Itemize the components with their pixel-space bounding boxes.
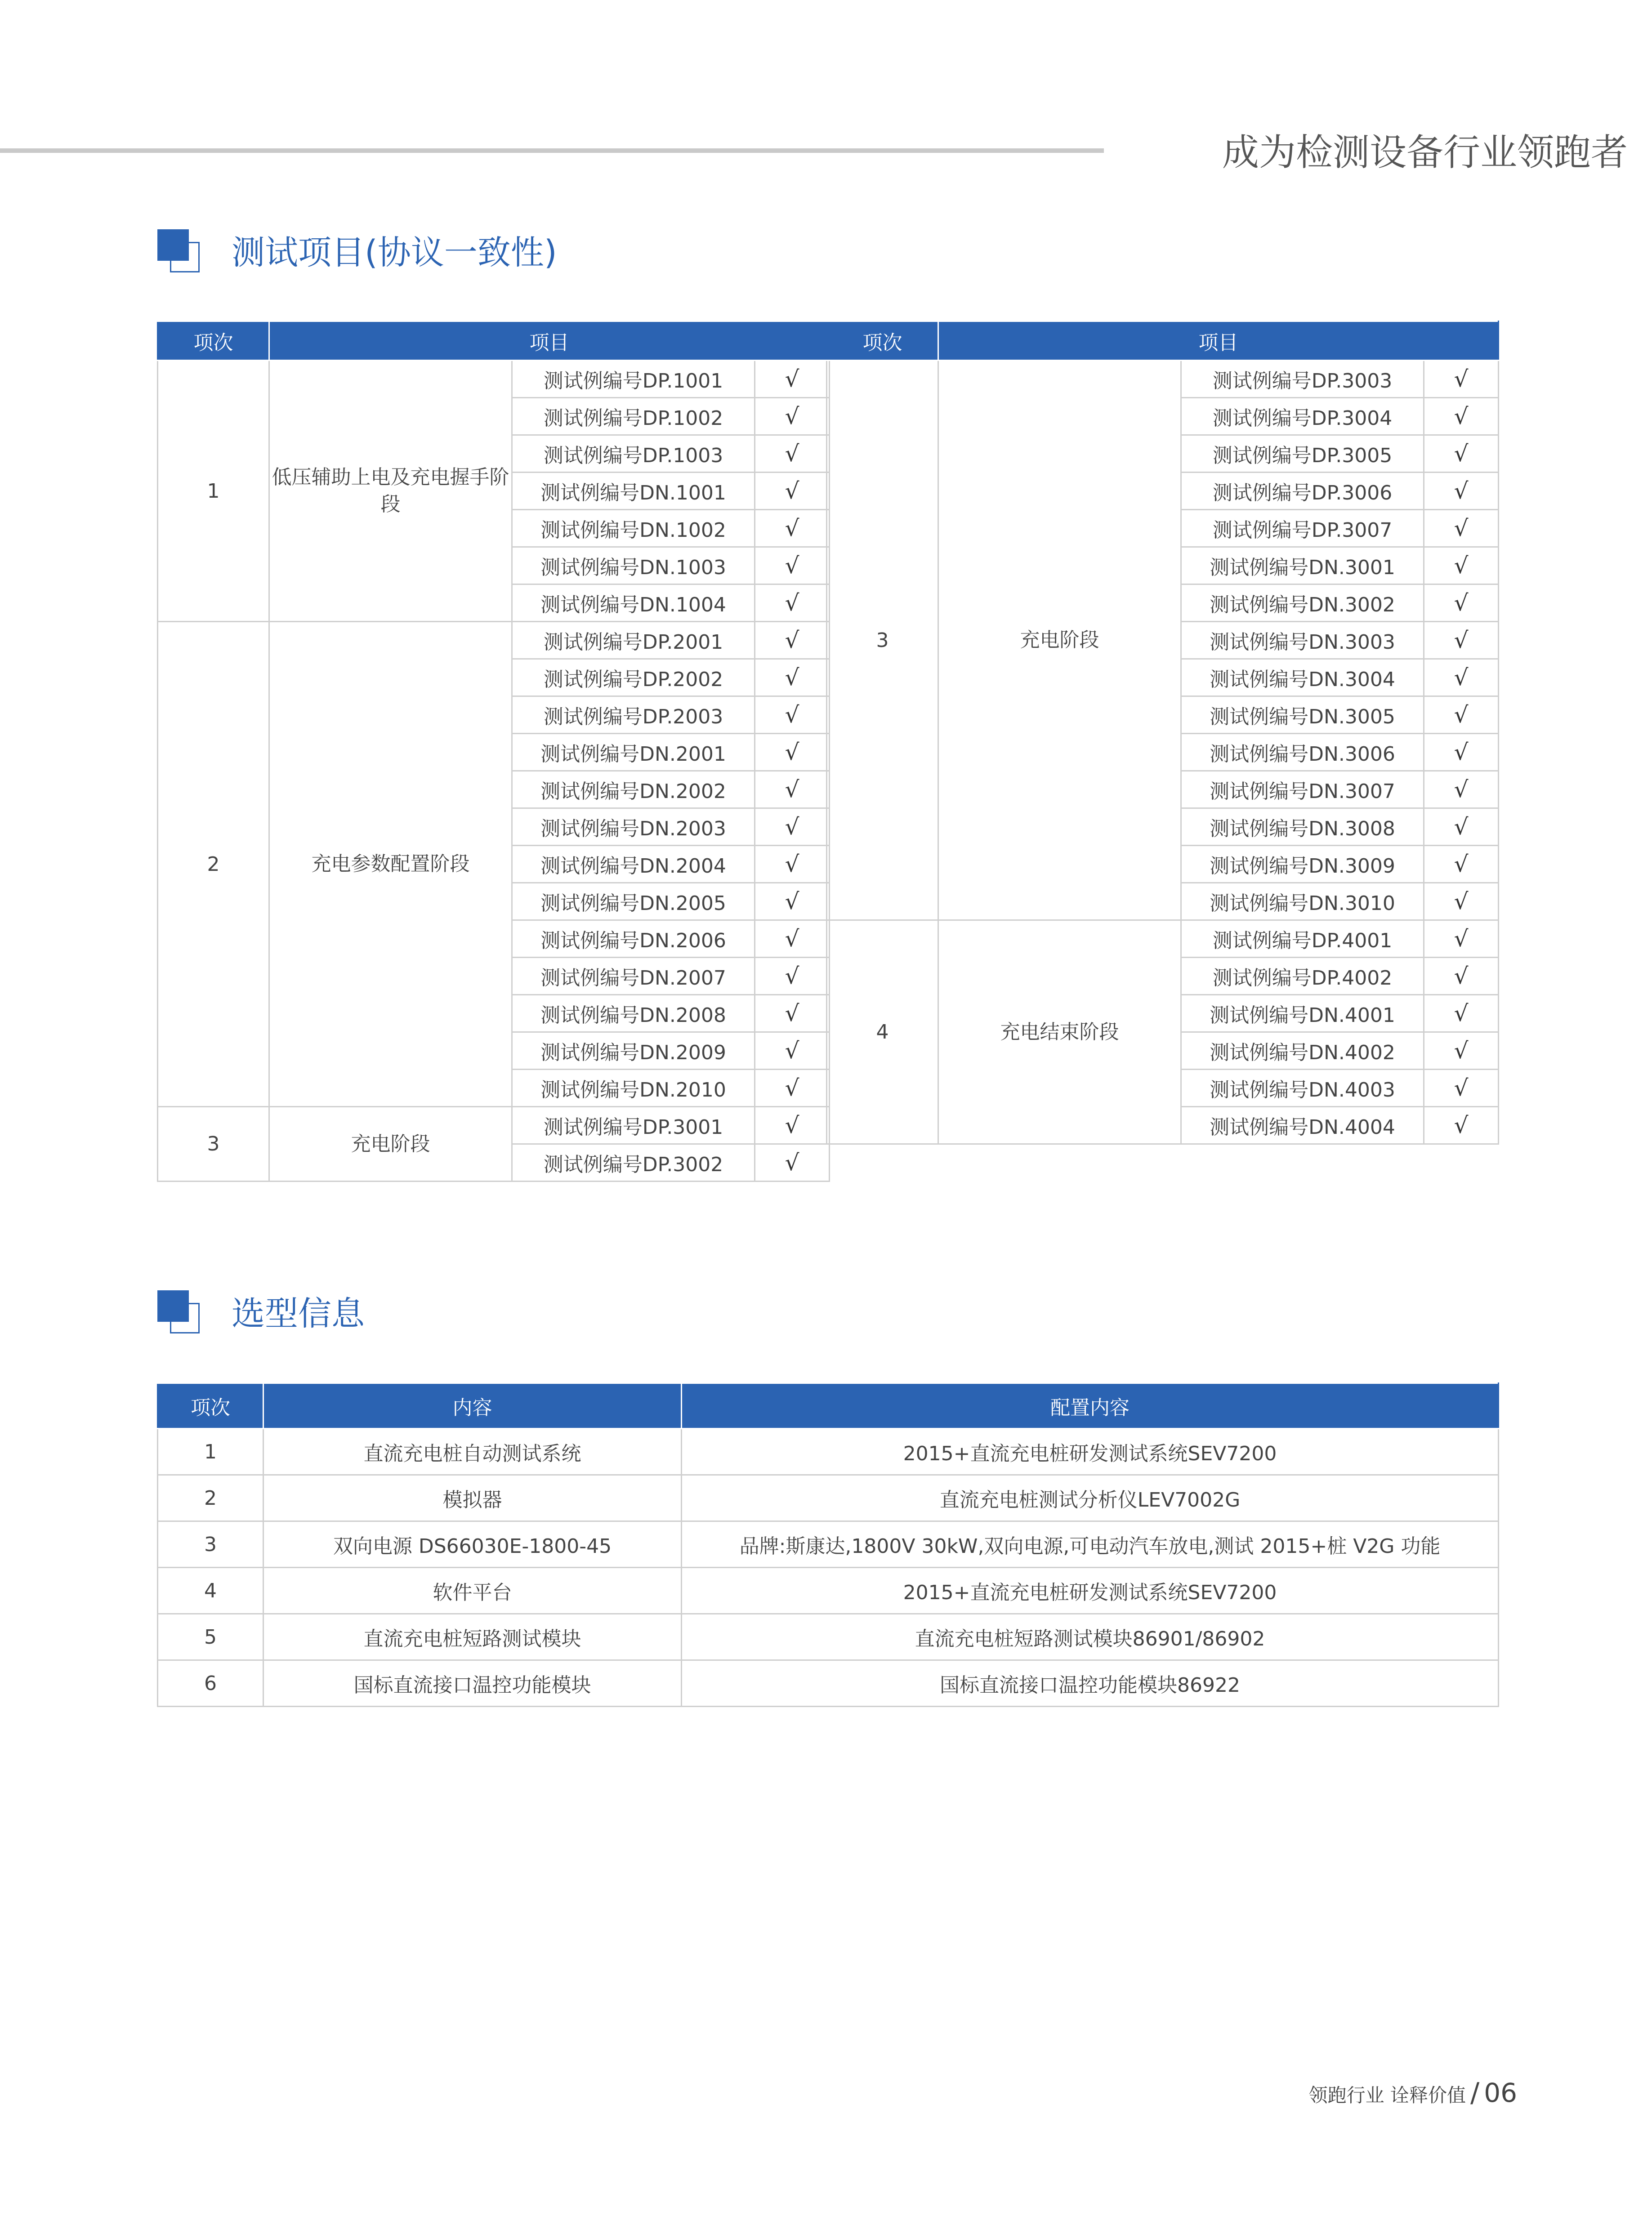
test-case-id: 测试例编号DP.2003 [512, 696, 755, 734]
test-case-id: 测试例编号DN.3004 [1181, 659, 1424, 696]
check-mark-icon: √ [1424, 1032, 1499, 1070]
check-mark-icon: √ [1424, 808, 1499, 846]
table-row [158, 1521, 1499, 1568]
section-square-icon [157, 1290, 199, 1332]
check-mark-icon: √ [755, 435, 830, 473]
test-case-id: 测试例编号DP.4002 [1181, 958, 1424, 995]
check-mark-icon: √ [755, 398, 830, 435]
col-header-index: 项次 [158, 321, 269, 361]
table-row [158, 1568, 1499, 1614]
test-case-id: 测试例编号DP.3002 [512, 1144, 755, 1182]
row-content: 软件平台 [263, 1568, 682, 1614]
header-rule [0, 148, 1104, 153]
test-case-id: 测试例编号DN.2004 [512, 846, 755, 883]
test-case-id: 测试例编号DP.3007 [1181, 510, 1424, 547]
test-case-id: 测试例编号DN.3007 [1181, 771, 1424, 808]
check-mark-icon: √ [1424, 883, 1499, 920]
test-case-id: 测试例编号DN.2003 [512, 808, 755, 846]
col-header-index: 项次 [158, 1383, 263, 1429]
section-title-selection: 选型信息 [232, 1294, 365, 1333]
group-index: 4 [827, 920, 938, 1144]
group-index: 3 [827, 361, 938, 920]
test-case-id: 测试例编号DN.3002 [1181, 584, 1424, 622]
col-header-config: 配置内容 [682, 1383, 1499, 1429]
check-mark-icon: √ [1424, 734, 1499, 771]
row-config: 2015+直流充电桩研发测试系统SEV7200 [682, 1568, 1499, 1614]
test-case-id: 测试例编号DN.2001 [512, 734, 755, 771]
test-case-id: 测试例编号DN.3001 [1181, 547, 1424, 584]
row-content: 双向电源 DS66030E-1800-45 [263, 1521, 682, 1568]
group-index: 3 [158, 1107, 269, 1182]
test-case-id: 测试例编号DN.3006 [1181, 734, 1424, 771]
test-case-id: 测试例编号DN.4001 [1181, 995, 1424, 1032]
test-case-id: 测试例编号DN.2005 [512, 883, 755, 920]
check-mark-icon: √ [755, 771, 830, 808]
test-case-id: 测试例编号DN.3005 [1181, 696, 1424, 734]
check-mark-icon: √ [1424, 622, 1499, 659]
table-row [827, 361, 1499, 398]
check-mark-icon: √ [755, 622, 830, 659]
test-case-id: 测试例编号DN.4004 [1181, 1107, 1424, 1144]
check-mark-icon: √ [755, 1107, 830, 1144]
table-row [158, 1475, 1499, 1521]
page-footer [1309, 2077, 1517, 2109]
test-case-id: 测试例编号DN.2002 [512, 771, 755, 808]
test-case-id: 测试例编号DP.2002 [512, 659, 755, 696]
test-case-id: 测试例编号DN.1002 [512, 510, 755, 547]
check-mark-icon: √ [1424, 958, 1499, 995]
table-row [158, 1107, 830, 1144]
test-case-id: 测试例编号DN.3010 [1181, 883, 1424, 920]
check-mark-icon: √ [1424, 920, 1499, 958]
test-case-id: 测试例编号DP.1002 [512, 398, 755, 435]
table-row [158, 622, 830, 659]
check-mark-icon: √ [1424, 547, 1499, 584]
test-case-id: 测试例编号DN.1001 [512, 473, 755, 510]
test-case-id: 测试例编号DN.2010 [512, 1070, 755, 1107]
row-index: 4 [158, 1568, 263, 1614]
check-mark-icon: √ [755, 659, 830, 696]
row-config: 2015+直流充电桩研发测试系统SEV7200 [682, 1429, 1499, 1475]
check-mark-icon: √ [755, 995, 830, 1032]
check-mark-icon: √ [755, 696, 830, 734]
page-number: 06 [1484, 2078, 1517, 2108]
test-case-id: 测试例编号DP.3001 [512, 1107, 755, 1144]
check-mark-icon: √ [755, 920, 830, 958]
test-case-id: 测试例编号DN.2006 [512, 920, 755, 958]
group-stage: 充电结束阶段 [938, 920, 1181, 1144]
check-mark-icon: √ [755, 734, 830, 771]
row-config: 国标直流接口温控功能模块86922 [682, 1660, 1499, 1707]
check-mark-icon: √ [755, 883, 830, 920]
test-case-id: 测试例编号DN.1003 [512, 547, 755, 584]
group-stage: 充电阶段 [269, 1107, 512, 1182]
header-tagline: 成为检测设备行业领跑者 [1222, 131, 1628, 174]
check-mark-icon: √ [755, 1070, 830, 1107]
col-header-index: 项次 [827, 321, 938, 361]
row-content: 直流充电桩自动测试系统 [263, 1429, 682, 1475]
check-mark-icon: √ [755, 547, 830, 584]
col-header-item: 项目 [269, 321, 830, 361]
col-header-item: 项目 [938, 321, 1499, 361]
table-row [158, 361, 830, 398]
test-case-id: 测试例编号DN.2007 [512, 958, 755, 995]
check-mark-icon: √ [1424, 696, 1499, 734]
check-mark-icon: √ [1424, 659, 1499, 696]
row-index: 1 [158, 1429, 263, 1475]
test-table-left [157, 321, 830, 1182]
check-mark-icon: √ [755, 473, 830, 510]
test-case-id: 测试例编号DP.3003 [1181, 361, 1424, 398]
selection-table [157, 1382, 1499, 1707]
section-square-icon [157, 229, 199, 271]
table-row [158, 1429, 1499, 1475]
group-index: 1 [158, 361, 269, 622]
group-index: 2 [158, 622, 269, 1107]
check-mark-icon: √ [1424, 510, 1499, 547]
test-case-id: 测试例编号DP.3006 [1181, 473, 1424, 510]
test-case-id: 测试例编号DP.1003 [512, 435, 755, 473]
check-mark-icon: √ [755, 361, 830, 398]
test-case-id: 测试例编号DP.3004 [1181, 398, 1424, 435]
test-case-id: 测试例编号DN.4002 [1181, 1032, 1424, 1070]
check-mark-icon: √ [1424, 995, 1499, 1032]
group-stage: 充电阶段 [938, 361, 1181, 920]
table-row [827, 920, 1499, 958]
row-index: 3 [158, 1521, 263, 1568]
col-header-content: 内容 [263, 1383, 682, 1429]
check-mark-icon: √ [755, 808, 830, 846]
test-case-id: 测试例编号DP.4001 [1181, 920, 1424, 958]
check-mark-icon: √ [1424, 473, 1499, 510]
row-index: 2 [158, 1475, 263, 1521]
check-mark-icon: √ [755, 846, 830, 883]
check-mark-icon: √ [755, 958, 830, 995]
check-mark-icon: √ [1424, 584, 1499, 622]
row-config: 直流充电桩短路测试模块86901/86902 [682, 1614, 1499, 1660]
test-case-id: 测试例编号DN.3003 [1181, 622, 1424, 659]
group-stage: 充电参数配置阶段 [269, 622, 512, 1107]
check-mark-icon: √ [1424, 398, 1499, 435]
table-row [158, 1660, 1499, 1707]
test-case-id: 测试例编号DP.1001 [512, 361, 755, 398]
check-mark-icon: √ [755, 1032, 830, 1070]
test-case-id: 测试例编号DP.2001 [512, 622, 755, 659]
check-mark-icon: √ [1424, 846, 1499, 883]
check-mark-icon: √ [1424, 771, 1499, 808]
table-row [158, 1614, 1499, 1660]
row-config: 品牌:斯康达,1800V 30kW,双向电源,可电动汽车放电,测试 2015+桩 V2G 功能 [682, 1521, 1499, 1568]
row-index: 6 [158, 1660, 263, 1707]
footer-separator: / [1470, 2077, 1480, 2109]
test-case-id: 测试例编号DN.2008 [512, 995, 755, 1032]
check-mark-icon: √ [755, 584, 830, 622]
section-title-test-items: 测试项目(协议一致性) [232, 233, 557, 272]
footer-slogan: 领跑行业 诠释价值 [1308, 2084, 1466, 2106]
test-case-id: 测试例编号DN.2009 [512, 1032, 755, 1070]
group-stage: 低压辅助上电及充电握手阶段 [269, 361, 512, 622]
row-content: 国标直流接口温控功能模块 [263, 1660, 682, 1707]
row-config: 直流充电桩测试分析仪LEV7002G [682, 1475, 1499, 1521]
test-table-right [826, 321, 1499, 1145]
check-mark-icon: √ [1424, 1107, 1499, 1144]
test-case-id: 测试例编号DN.4003 [1181, 1070, 1424, 1107]
test-case-id: 测试例编号DN.1004 [512, 584, 755, 622]
check-mark-icon: √ [1424, 1070, 1499, 1107]
check-mark-icon: √ [1424, 435, 1499, 473]
test-case-id: 测试例编号DN.3008 [1181, 808, 1424, 846]
row-index: 5 [158, 1614, 263, 1660]
check-mark-icon: √ [1424, 361, 1499, 398]
test-case-id: 测试例编号DP.3005 [1181, 435, 1424, 473]
row-content: 模拟器 [263, 1475, 682, 1521]
row-content: 直流充电桩短路测试模块 [263, 1614, 682, 1660]
check-mark-icon: √ [755, 510, 830, 547]
check-mark-icon: √ [755, 1144, 830, 1182]
test-case-id: 测试例编号DN.3009 [1181, 846, 1424, 883]
